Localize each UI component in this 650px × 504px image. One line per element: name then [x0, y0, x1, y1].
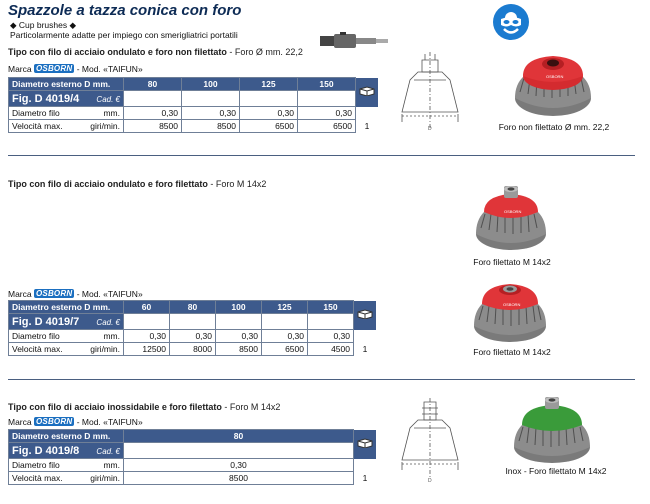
table-header-row: [9, 430, 377, 443]
section-2-table: [8, 300, 376, 356]
section-2-caption-a: Foro filettato M 14x2: [473, 257, 551, 267]
speed-cell: 4500: [308, 343, 354, 356]
size-cell: 150: [298, 78, 356, 91]
table-header-row: [9, 78, 379, 91]
divider: [8, 379, 635, 380]
section-1-brand-line: [8, 64, 143, 74]
technical-drawing: [392, 398, 468, 490]
wire-cell: 0,30: [298, 107, 356, 120]
price-cell: [308, 314, 354, 330]
speed-unit: giri/min.: [90, 344, 120, 354]
wire-cell: 0,30: [124, 330, 170, 343]
speed-cell: 8500: [182, 120, 240, 133]
wire-cell: 0,30: [170, 330, 216, 343]
osborn-logo: OSBORN: [36, 289, 73, 298]
fig-code: Fig. D 4019/8: [12, 444, 80, 457]
wire-cell: 0,30: [262, 330, 308, 343]
marca-label: Marca: [8, 289, 32, 299]
svg-text:OSBORN: OSBORN: [504, 209, 522, 214]
size-cell: 125: [262, 301, 308, 314]
table-row: [9, 107, 379, 120]
section-3-table: [8, 429, 376, 485]
marca-label: Marca: [8, 64, 32, 74]
subtitle-english: ◆ Cup brushes ◆: [10, 20, 76, 30]
size-cell: 80: [124, 78, 182, 91]
section-1-table: [8, 77, 378, 133]
table-row: [9, 330, 377, 343]
section-2-heading: [8, 179, 266, 189]
section-2-caption-b: Foro filettato M 14x2: [473, 347, 551, 357]
fig-code: Fig. D 4019/7: [12, 315, 80, 328]
fig-code-cell: [9, 91, 124, 107]
table-row: [9, 443, 377, 459]
speed-cell: 6500: [298, 120, 356, 133]
table-row: [9, 314, 377, 330]
size-cell: 80: [124, 430, 354, 443]
wire-label-cell: [9, 330, 124, 343]
section-1-heading: [8, 47, 303, 57]
speed-label-cell: [9, 120, 124, 133]
speed-cell: 8500: [124, 472, 354, 485]
technical-drawing: [392, 52, 468, 136]
model-label: - Mod. «TAIFUN»: [76, 417, 143, 427]
description: Particolarmente adatte per impiego con smerigliatrici portatili: [10, 30, 238, 40]
page-title: Spazzole a tazza conica con foro: [8, 2, 242, 19]
marca-label: Marca: [8, 417, 32, 427]
svg-text:OSBORN: OSBORN: [503, 302, 521, 307]
price-cell: [170, 314, 216, 330]
diameter-header: Diametro esterno D mm.: [9, 78, 124, 91]
qty-cell: 1: [362, 473, 368, 483]
fig-code: Fig. D 4019/4: [12, 92, 80, 105]
fig-code-cell: [9, 443, 124, 459]
speed-unit: giri/min.: [90, 121, 120, 131]
table-row: [9, 459, 377, 472]
section-2-heading-text: Tipo con filo di acciaio ondulato e foro filettato: [8, 179, 208, 189]
price-cell: [240, 91, 298, 107]
fig-code-cell: [9, 314, 124, 330]
section-3-heading-suffix: - Foro M 14x2: [221, 402, 281, 412]
table-header-row: [9, 301, 377, 314]
table-row: [9, 343, 377, 356]
wire-cell: 0,30: [182, 107, 240, 120]
speed-cell: 8500: [124, 120, 182, 133]
osborn-logo: OSBORN: [36, 417, 73, 426]
price-cell: [262, 314, 308, 330]
price-cell: [182, 91, 240, 107]
diameter-header: Diametro esterno D mm.: [9, 430, 124, 443]
wire-unit: mm.: [103, 460, 120, 470]
model-label: - Mod. «TAIFUN»: [76, 64, 143, 74]
speed-cell: 8500: [216, 343, 262, 356]
model-label: - Mod. «TAIFUN»: [76, 289, 143, 299]
speed-cell: 8000: [170, 343, 216, 356]
wire-label-cell: [9, 459, 124, 472]
diameter-header: Diametro esterno D mm.: [9, 301, 124, 314]
wire-label: Diametro filo: [12, 460, 60, 470]
eye-protection-icon: [492, 3, 530, 41]
drill-tool-image: [318, 30, 390, 52]
green-cup-brush-image: [508, 397, 596, 467]
speed-cell: 12500: [124, 343, 170, 356]
speed-label: Velocità max.: [12, 121, 63, 131]
section-3-caption: Inox - Foro filettato M 14x2: [505, 466, 607, 476]
speed-label: Velocità max.: [12, 344, 63, 354]
wire-cell: 0,30: [216, 330, 262, 343]
box-icon-cell: [356, 78, 379, 107]
wire-cell: 0,30: [124, 107, 182, 120]
section-1-heading-text: Tipo con filo di acciaio ondulato e foro non filettato: [8, 47, 227, 57]
qty-cell: 1: [362, 344, 368, 354]
table-row: [9, 120, 379, 133]
wire-cell: 0,30: [124, 459, 354, 472]
divider: [8, 155, 635, 156]
price-cell: [124, 443, 354, 459]
red-cup-brush-image: [472, 186, 550, 254]
section-1-heading-suffix: - Foro Ø mm. 22,2: [226, 47, 303, 57]
wire-unit: mm.: [103, 108, 120, 118]
qty-cell: 1: [364, 121, 370, 131]
osborn-logo: OSBORN: [36, 64, 73, 73]
cad-label: Cad. €: [96, 317, 120, 327]
size-cell: 80: [170, 301, 216, 314]
price-cell: [124, 314, 170, 330]
speed-label-cell: [9, 472, 124, 485]
wire-label-cell: [9, 107, 124, 120]
box-icon: [357, 438, 373, 448]
cad-label: Cad. €: [96, 94, 120, 104]
price-cell: [216, 314, 262, 330]
svg-text:D: D: [428, 478, 432, 484]
size-cell: 100: [182, 78, 240, 91]
section-2-heading-suffix: - Foro M 14x2: [207, 179, 267, 189]
price-cell: [124, 91, 182, 107]
size-cell: 150: [308, 301, 354, 314]
box-icon-cell: [354, 430, 377, 459]
size-cell: 60: [124, 301, 170, 314]
section-1-caption: Foro non filettato Ø mm. 22,2: [498, 122, 610, 132]
wire-cell: 0,30: [308, 330, 354, 343]
box-icon: [359, 86, 375, 96]
size-cell: 125: [240, 78, 298, 91]
box-icon: [357, 309, 373, 319]
speed-cell: 6500: [262, 343, 308, 356]
speed-cell: 6500: [240, 120, 298, 133]
red-cup-brush-image: [510, 48, 596, 120]
table-row: [9, 91, 379, 107]
wire-cell: 0,30: [240, 107, 298, 120]
svg-text:OSBORN: OSBORN: [546, 74, 564, 79]
wire-label: Diametro filo: [12, 331, 60, 341]
size-cell: 100: [216, 301, 262, 314]
box-icon-cell: [354, 301, 377, 330]
section-3-heading-text: Tipo con filo di acciaio inossidabile e foro filettato: [8, 402, 222, 412]
table-row: [9, 472, 377, 485]
red-cup-brush-image: [470, 278, 550, 346]
speed-unit: giri/min.: [90, 473, 120, 483]
speed-label: Velocità max.: [12, 473, 63, 483]
price-cell: [298, 91, 356, 107]
section-2-brand-line: [8, 289, 143, 299]
wire-label: Diametro filo: [12, 108, 60, 118]
speed-label-cell: [9, 343, 124, 356]
section-3-brand-line: [8, 417, 143, 427]
section-3-heading: [8, 402, 280, 412]
svg-text:D: D: [428, 126, 432, 132]
wire-unit: mm.: [103, 331, 120, 341]
cad-label: Cad. €: [96, 446, 120, 456]
